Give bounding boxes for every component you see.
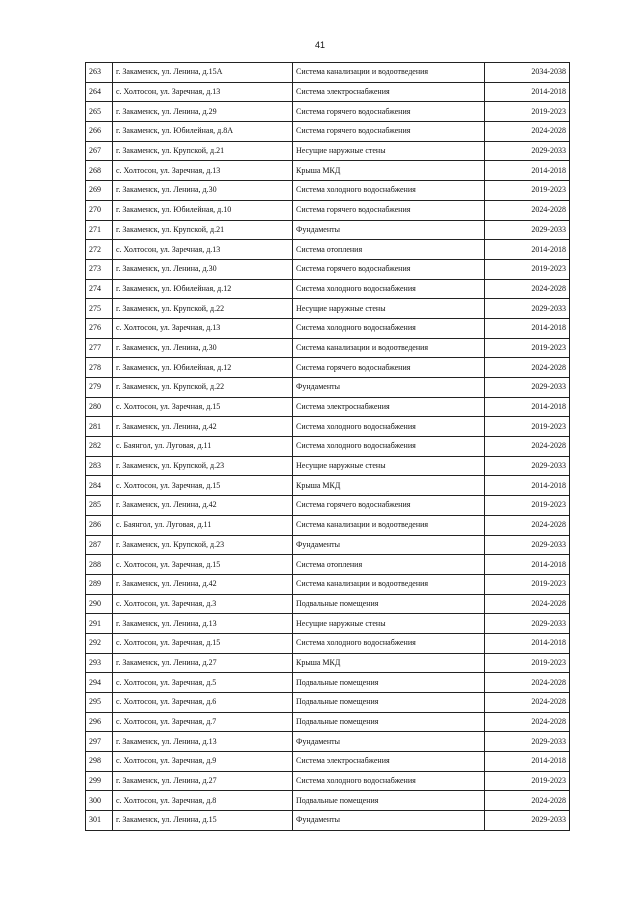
table-row [86, 437, 570, 457]
address-cell: г. Закаменск, ул. Крупской, д.21 [113, 141, 293, 161]
period-cell: 2024-2028 [485, 200, 570, 220]
address-cell: с. Холтосон, ул. Заречная, д.15 [113, 476, 293, 496]
table-row [86, 240, 570, 260]
row-number-cell: 281 [86, 417, 113, 437]
period-cell: 2029-2033 [485, 220, 570, 240]
address-cell: г. Закаменск, ул. Ленина, д.30 [113, 338, 293, 358]
table-row [86, 535, 570, 555]
building-system-cell: Подвальные помещения [293, 712, 485, 732]
period-cell: 2029-2033 [485, 535, 570, 555]
table-row [86, 555, 570, 575]
address-cell: с. Холтосон, ул. Заречная, д.13 [113, 161, 293, 181]
row-number-cell: 289 [86, 574, 113, 594]
address-cell: г. Закаменск, ул. Крупской, д.21 [113, 220, 293, 240]
period-cell: 2024-2028 [485, 358, 570, 378]
row-number-cell: 283 [86, 456, 113, 476]
table-row [86, 318, 570, 338]
building-system-cell: Фундаменты [293, 811, 485, 831]
building-system-cell: Система горячего водоснабжения [293, 358, 485, 378]
table-row [86, 63, 570, 83]
period-cell: 2024-2028 [485, 122, 570, 142]
address-cell: г. Закаменск, ул. Юбилейная, д.12 [113, 279, 293, 299]
address-cell: г. Закаменск, ул. Ленина, д.30 [113, 259, 293, 279]
row-number-cell: 265 [86, 102, 113, 122]
period-cell: 2029-2033 [485, 141, 570, 161]
table-row [86, 122, 570, 142]
row-number-cell: 276 [86, 318, 113, 338]
row-number-cell: 296 [86, 712, 113, 732]
row-number-cell: 280 [86, 397, 113, 417]
building-system-cell: Система канализации и водоотведения [293, 515, 485, 535]
address-cell: г. Закаменск, ул. Ленина, д.15 [113, 811, 293, 831]
table-row [86, 673, 570, 693]
address-cell: с. Холтосон, ул. Заречная, д.15 [113, 555, 293, 575]
table-row [86, 456, 570, 476]
period-cell: 2014-2018 [485, 82, 570, 102]
period-cell: 2034-2038 [485, 63, 570, 83]
building-system-cell: Система холодного водоснабжения [293, 437, 485, 457]
address-cell: с. Холтосон, ул. Заречная, д.7 [113, 712, 293, 732]
address-cell: г. Закаменск, ул. Крупской, д.22 [113, 299, 293, 319]
row-number-cell: 268 [86, 161, 113, 181]
building-system-cell: Система холодного водоснабжения [293, 318, 485, 338]
building-system-cell: Несущие наружные стены [293, 614, 485, 634]
building-system-cell: Система горячего водоснабжения [293, 259, 485, 279]
building-system-cell: Подвальные помещения [293, 673, 485, 693]
row-number-cell: 294 [86, 673, 113, 693]
table-row [86, 220, 570, 240]
building-system-cell: Подвальные помещения [293, 594, 485, 614]
building-system-cell: Подвальные помещения [293, 693, 485, 713]
row-number-cell: 278 [86, 358, 113, 378]
period-cell: 2029-2033 [485, 732, 570, 752]
period-cell: 2019-2023 [485, 181, 570, 201]
period-cell: 2029-2033 [485, 456, 570, 476]
address-cell: г. Закаменск, ул. Ленина, д.42 [113, 574, 293, 594]
period-cell: 2024-2028 [485, 515, 570, 535]
table-row [86, 732, 570, 752]
row-number-cell: 293 [86, 653, 113, 673]
table-row [86, 102, 570, 122]
building-system-cell: Фундаменты [293, 535, 485, 555]
table-row [86, 633, 570, 653]
building-system-cell: Система горячего водоснабжения [293, 200, 485, 220]
address-cell: с. Холтосон, ул. Заречная, д.8 [113, 791, 293, 811]
table-row [86, 200, 570, 220]
period-cell: 2024-2028 [485, 791, 570, 811]
building-system-cell: Система горячего водоснабжения [293, 496, 485, 516]
address-cell: г. Закаменск, ул. Ленина, д.13 [113, 732, 293, 752]
row-number-cell: 269 [86, 181, 113, 201]
period-cell: 2029-2033 [485, 614, 570, 634]
building-system-cell: Система канализации и водоотведения [293, 574, 485, 594]
building-system-cell: Несущие наружные стены [293, 141, 485, 161]
building-system-cell: Фундаменты [293, 378, 485, 398]
row-number-cell: 300 [86, 791, 113, 811]
row-number-cell: 273 [86, 259, 113, 279]
period-cell: 2024-2028 [485, 693, 570, 713]
period-cell: 2019-2023 [485, 496, 570, 516]
table-row [86, 397, 570, 417]
period-cell: 2019-2023 [485, 102, 570, 122]
period-cell: 2019-2023 [485, 417, 570, 437]
period-cell: 2014-2018 [485, 476, 570, 496]
row-number-cell: 274 [86, 279, 113, 299]
address-cell: г. Закаменск, ул. Юбилейная, д.8А [113, 122, 293, 142]
table-row [86, 791, 570, 811]
row-number-cell: 290 [86, 594, 113, 614]
table-row [86, 299, 570, 319]
table-row [86, 574, 570, 594]
period-cell: 2024-2028 [485, 594, 570, 614]
row-number-cell: 267 [86, 141, 113, 161]
period-cell: 2014-2018 [485, 752, 570, 772]
address-cell: г. Закаменск, ул. Крупской, д.22 [113, 378, 293, 398]
address-cell: с. Холтосон, ул. Заречная, д.3 [113, 594, 293, 614]
building-system-cell: Система канализации и водоотведения [293, 338, 485, 358]
address-cell: с. Холтосон, ул. Заречная, д.6 [113, 693, 293, 713]
row-number-cell: 295 [86, 693, 113, 713]
row-number-cell: 282 [86, 437, 113, 457]
table-row [86, 279, 570, 299]
page-number: 41 [314, 40, 325, 50]
address-cell: с. Холтосон, ул. Заречная, д.13 [113, 82, 293, 102]
address-cell: с. Баянгол, ул. Луговая, д.11 [113, 515, 293, 535]
period-cell: 2019-2023 [485, 653, 570, 673]
row-number-cell: 297 [86, 732, 113, 752]
row-number-cell: 287 [86, 535, 113, 555]
row-number-cell: 285 [86, 496, 113, 516]
address-cell: г. Закаменск, ул. Крупской, д.23 [113, 535, 293, 555]
building-system-cell: Система канализации и водоотведения [293, 63, 485, 83]
table-row [86, 259, 570, 279]
table-row [86, 614, 570, 634]
address-cell: г. Закаменск, ул. Ленина, д.42 [113, 496, 293, 516]
building-system-cell: Система холодного водоснабжения [293, 771, 485, 791]
address-cell: г. Закаменск, ул. Ленина, д.29 [113, 102, 293, 122]
row-number-cell: 275 [86, 299, 113, 319]
address-cell: г. Закаменск, ул. Крупской, д.23 [113, 456, 293, 476]
period-cell: 2019-2023 [485, 338, 570, 358]
address-cell: с. Баянгол, ул. Луговая, д.11 [113, 437, 293, 457]
row-number-cell: 271 [86, 220, 113, 240]
table-row [86, 771, 570, 791]
address-cell: с. Холтосон, ул. Заречная, д.5 [113, 673, 293, 693]
address-cell: с. Холтосон, ул. Заречная, д.13 [113, 318, 293, 338]
repair-schedule-table [85, 62, 570, 831]
period-cell: 2024-2028 [485, 712, 570, 732]
address-cell: г. Закаменск, ул. Ленина, д.13 [113, 614, 293, 634]
building-system-cell: Подвальные помещения [293, 791, 485, 811]
building-system-cell: Фундаменты [293, 732, 485, 752]
table-row [86, 811, 570, 831]
row-number-cell: 264 [86, 82, 113, 102]
address-cell: г. Закаменск, ул. Юбилейная, д.10 [113, 200, 293, 220]
address-cell: г. Закаменск, ул. Ленина, д.27 [113, 771, 293, 791]
table-row [86, 181, 570, 201]
address-cell: г. Закаменск, ул. Ленина, д.15А [113, 63, 293, 83]
table-row [86, 378, 570, 398]
row-number-cell: 288 [86, 555, 113, 575]
period-cell: 2029-2033 [485, 378, 570, 398]
row-number-cell: 292 [86, 633, 113, 653]
address-cell: с. Холтосон, ул. Заречная, д.15 [113, 633, 293, 653]
row-number-cell: 270 [86, 200, 113, 220]
building-system-cell: Система холодного водоснабжения [293, 417, 485, 437]
row-number-cell: 298 [86, 752, 113, 772]
table-row [86, 752, 570, 772]
table-row [86, 594, 570, 614]
table-row [86, 476, 570, 496]
building-system-cell: Система холодного водоснабжения [293, 633, 485, 653]
row-number-cell: 301 [86, 811, 113, 831]
building-system-cell: Несущие наружные стены [293, 456, 485, 476]
table-row [86, 338, 570, 358]
building-system-cell: Система электроснабжения [293, 82, 485, 102]
building-system-cell: Система холодного водоснабжения [293, 279, 485, 299]
row-number-cell: 286 [86, 515, 113, 535]
table-row [86, 712, 570, 732]
building-system-cell: Крыша МКД [293, 476, 485, 496]
period-cell: 2014-2018 [485, 633, 570, 653]
table-body [86, 63, 570, 831]
table-row [86, 141, 570, 161]
building-system-cell: Система электроснабжения [293, 752, 485, 772]
period-cell: 2014-2018 [485, 161, 570, 181]
table-row [86, 515, 570, 535]
address-cell: с. Холтосон, ул. Заречная, д.9 [113, 752, 293, 772]
table-row [86, 653, 570, 673]
building-system-cell: Система холодного водоснабжения [293, 181, 485, 201]
row-number-cell: 277 [86, 338, 113, 358]
row-number-cell: 284 [86, 476, 113, 496]
period-cell: 2014-2018 [485, 240, 570, 260]
period-cell: 2024-2028 [485, 673, 570, 693]
building-system-cell: Крыша МКД [293, 161, 485, 181]
row-number-cell: 266 [86, 122, 113, 142]
building-system-cell: Система горячего водоснабжения [293, 122, 485, 142]
address-cell: г. Закаменск, ул. Юбилейная, д.12 [113, 358, 293, 378]
period-cell: 2014-2018 [485, 318, 570, 338]
period-cell: 2014-2018 [485, 397, 570, 417]
building-system-cell: Крыша МКД [293, 653, 485, 673]
period-cell: 2019-2023 [485, 574, 570, 594]
address-cell: г. Закаменск, ул. Ленина, д.42 [113, 417, 293, 437]
period-cell: 2029-2033 [485, 811, 570, 831]
period-cell: 2024-2028 [485, 437, 570, 457]
building-system-cell: Несущие наружные стены [293, 299, 485, 319]
table-row [86, 82, 570, 102]
table-row [86, 358, 570, 378]
row-number-cell: 291 [86, 614, 113, 634]
period-cell: 2024-2028 [485, 279, 570, 299]
period-cell: 2019-2023 [485, 259, 570, 279]
address-cell: с. Холтосон, ул. Заречная, д.13 [113, 240, 293, 260]
building-system-cell: Система отопления [293, 555, 485, 575]
period-cell: 2019-2023 [485, 771, 570, 791]
table-row [86, 496, 570, 516]
building-system-cell: Система горячего водоснабжения [293, 102, 485, 122]
period-cell: 2029-2033 [485, 299, 570, 319]
building-system-cell: Система отопления [293, 240, 485, 260]
address-cell: с. Холтосон, ул. Заречная, д.15 [113, 397, 293, 417]
address-cell: г. Закаменск, ул. Ленина, д.27 [113, 653, 293, 673]
period-cell: 2014-2018 [485, 555, 570, 575]
table-row [86, 161, 570, 181]
building-system-cell: Фундаменты [293, 220, 485, 240]
table-row [86, 693, 570, 713]
row-number-cell: 299 [86, 771, 113, 791]
row-number-cell: 272 [86, 240, 113, 260]
row-number-cell: 263 [86, 63, 113, 83]
row-number-cell: 279 [86, 378, 113, 398]
address-cell: г. Закаменск, ул. Ленина, д.30 [113, 181, 293, 201]
table-row [86, 417, 570, 437]
building-system-cell: Система электроснабжения [293, 397, 485, 417]
